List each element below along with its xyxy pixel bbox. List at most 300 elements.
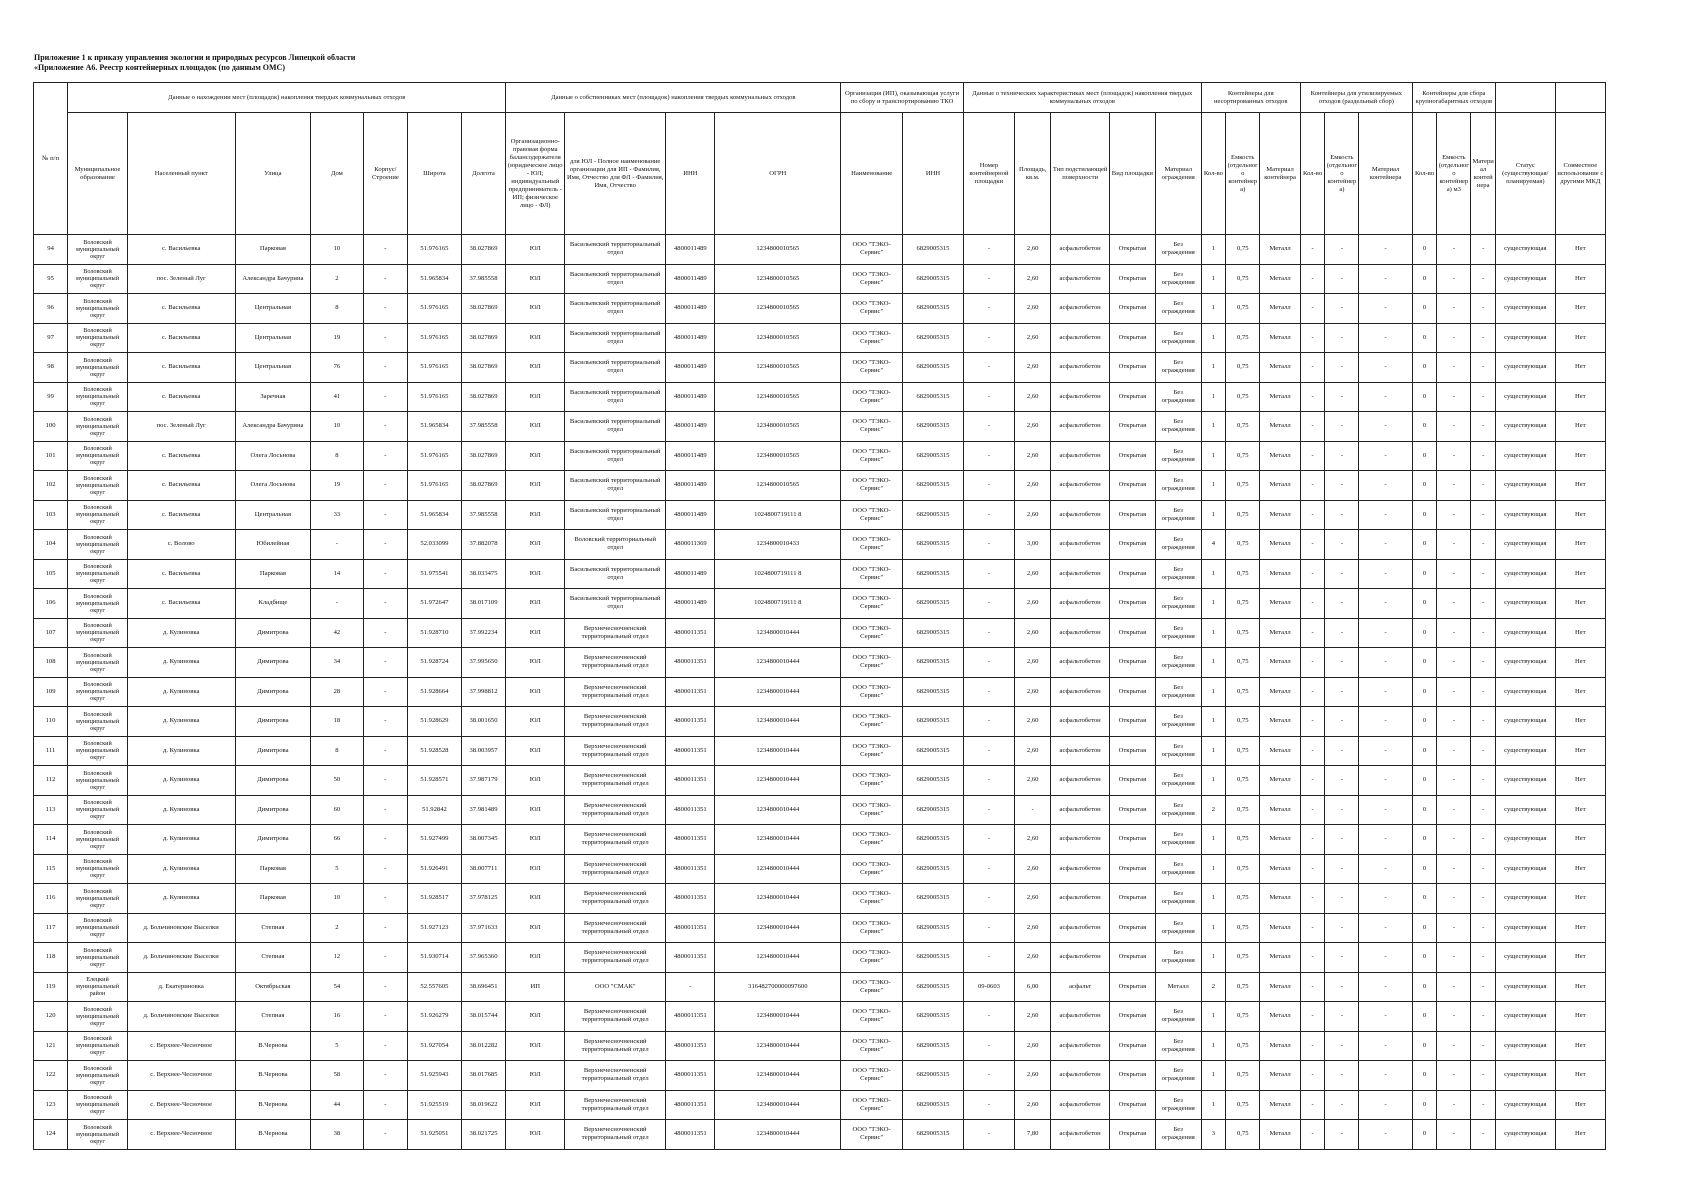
table-cell: 0 [1412, 766, 1437, 796]
table-cell: 0 [1412, 943, 1437, 973]
table-cell: 38.015744 [461, 1002, 506, 1032]
table-cell: 114 [34, 825, 68, 855]
table-cell: Верхнечесночненский территориальный отдел [565, 1002, 666, 1032]
table-cell: 2,60 [1015, 559, 1051, 589]
table-cell: 51.925943 [408, 1061, 461, 1091]
table-cell: - [1325, 677, 1359, 707]
table-cell: 38.027869 [461, 353, 506, 383]
table-cell: асфальтобетон [1051, 1090, 1110, 1120]
table-cell: - [963, 913, 1014, 943]
table-cell: 1234800010444 [715, 766, 841, 796]
table-cell: Нет [1555, 264, 1605, 294]
table-cell: 2 [311, 913, 363, 943]
table-cell: - [1437, 943, 1471, 973]
table-cell: асфальтобетон [1051, 1002, 1110, 1032]
table-cell: - [1325, 235, 1359, 265]
table-cell: 37.992234 [461, 618, 506, 648]
table-cell: 1234800010444 [715, 707, 841, 737]
table-cell: ЮЛ [506, 766, 565, 796]
table-cell: Открытая [1109, 1061, 1155, 1091]
table-cell: 0 [1412, 530, 1437, 560]
table-cell: д. Кулиновка [127, 766, 235, 796]
table-cell: Воловский муниципальный округ [68, 884, 128, 914]
table-cell: - [1359, 412, 1412, 442]
table-cell: ЮЛ [506, 736, 565, 766]
table-cell: - [963, 707, 1014, 737]
table-cell: Воловский муниципальный округ [68, 1120, 128, 1150]
table-cell: 2,60 [1015, 825, 1051, 855]
table-cell: 1024800719111 8 [715, 559, 841, 589]
table-cell: Димитрова [235, 795, 311, 825]
header-group-owner: Данные о собственниках мест (площадок) накопления твердых коммунальных отходов [506, 83, 841, 113]
table-cell: 1234800010444 [715, 618, 841, 648]
header-owner-name: для ЮЛ - Полное наименование организации для ИП - Фамилия, Имя, Отчество для ФЛ - Фамилия, Имя, Отчество [565, 113, 666, 235]
table-cell: Верхнечесночненский территориальный отдел [565, 913, 666, 943]
table-row [34, 766, 1606, 796]
table-cell: Металл [1260, 353, 1301, 383]
table-cell: Нет [1555, 825, 1605, 855]
table-cell: 1 [1201, 707, 1226, 737]
table-cell: ООО "ТЭКО-Сервис" [841, 884, 903, 914]
table-cell: - [963, 854, 1014, 884]
table-cell: - [1437, 913, 1471, 943]
table-cell: - [363, 972, 408, 1002]
table-cell: 2,60 [1015, 1061, 1051, 1091]
table-cell: 52.033099 [408, 530, 461, 560]
table-cell: 0 [1412, 1002, 1437, 1032]
table-cell: с. Верхнее-Чесночное [127, 1120, 235, 1150]
table-cell: 51.928528 [408, 736, 461, 766]
table-cell: - [1300, 766, 1325, 796]
table-cell: - [963, 795, 1014, 825]
table-cell: 4 [1201, 530, 1226, 560]
table-cell: существующая [1495, 1120, 1555, 1150]
table-cell: 4800011489 [666, 235, 715, 265]
table-cell: с. Верхнее-Чесночное [127, 1061, 235, 1091]
table-cell: существующая [1495, 294, 1555, 324]
table-cell: - [363, 707, 408, 737]
table-cell: Металл [1260, 235, 1301, 265]
table-cell: - [1359, 294, 1412, 324]
table-cell: Металл [1260, 382, 1301, 412]
table-cell: - [1300, 1002, 1325, 1032]
table-cell: 1 [1201, 353, 1226, 383]
table-cell: - [363, 323, 408, 353]
table-cell: д. Кулиновка [127, 618, 235, 648]
table-cell: 51.928710 [408, 618, 461, 648]
table-cell: Васильевский территориальный отдел [565, 471, 666, 501]
header-unsorted-volume: Емкость (отдельного контейнера) [1226, 113, 1260, 235]
table-cell: Нет [1555, 382, 1605, 412]
table-cell: Металл [1260, 264, 1301, 294]
table-cell: - [1300, 500, 1325, 530]
table-cell: - [1471, 972, 1496, 1002]
table-cell: 0,75 [1226, 1002, 1260, 1032]
table-cell: 51.926279 [408, 1002, 461, 1032]
table-cell: Открытая [1109, 1120, 1155, 1150]
table-cell: 1234800010444 [715, 854, 841, 884]
table-cell: Воловский муниципальный округ [68, 1002, 128, 1032]
table-cell: - [1359, 707, 1412, 737]
table-cell: 51.926491 [408, 854, 461, 884]
table-cell: существующая [1495, 1090, 1555, 1120]
table-row [34, 559, 1606, 589]
table-cell: 12 [311, 943, 363, 973]
table-row [34, 648, 1606, 678]
table-cell: - [1437, 648, 1471, 678]
table-cell: - [1359, 618, 1412, 648]
table-cell: - [1300, 530, 1325, 560]
table-cell: существующая [1495, 913, 1555, 943]
table-cell: 1234800010444 [715, 1120, 841, 1150]
table-cell: Верхнечесночненский территориальный отдел [565, 943, 666, 973]
table-cell: - [1471, 736, 1496, 766]
table-cell: Нет [1555, 795, 1605, 825]
header-street: Улица [235, 113, 311, 235]
table-cell: асфальтобетон [1051, 648, 1110, 678]
table-cell: Металл [1260, 1031, 1301, 1061]
table-cell: Нет [1555, 1031, 1605, 1061]
table-cell: 18 [311, 707, 363, 737]
table-cell: ЮЛ [506, 825, 565, 855]
table-cell: 6829005315 [903, 707, 964, 737]
table-cell: 2,60 [1015, 1002, 1051, 1032]
table-cell: 3 [1201, 1120, 1226, 1150]
table-cell: Без ограждения [1155, 854, 1201, 884]
table-cell: 116 [34, 884, 68, 914]
table-cell: 2,60 [1015, 618, 1051, 648]
table-cell: - [1325, 589, 1359, 619]
table-cell: 4800011489 [666, 589, 715, 619]
table-cell: Открытая [1109, 1031, 1155, 1061]
table-cell: 38.021725 [461, 1120, 506, 1150]
table-cell: - [1471, 264, 1496, 294]
table-cell: 1 [1201, 382, 1226, 412]
table-cell: существующая [1495, 559, 1555, 589]
table-cell: Металл [1260, 795, 1301, 825]
table-cell: ЮЛ [506, 707, 565, 737]
table-cell: 38.027869 [461, 382, 506, 412]
table-cell: - [363, 1002, 408, 1032]
table-cell: 37.882078 [461, 530, 506, 560]
table-cell: - [963, 530, 1014, 560]
table-cell: В.Чернова [235, 1061, 311, 1091]
table-cell: Заречная [235, 382, 311, 412]
table-cell: д. Кулиновка [127, 648, 235, 678]
table-cell: Без ограждения [1155, 913, 1201, 943]
table-cell: - [1359, 1031, 1412, 1061]
table-cell: - [1471, 235, 1496, 265]
table-cell: - [1359, 1061, 1412, 1091]
table-cell: Открытая [1109, 235, 1155, 265]
table-cell: ООО "ТЭКО-Сервис" [841, 264, 903, 294]
table-cell: 0,75 [1226, 1090, 1260, 1120]
table-cell: 0 [1412, 1061, 1437, 1091]
table-cell: 1234800010565 [715, 323, 841, 353]
table-cell: Открытая [1109, 412, 1155, 442]
table-cell: 1234800010565 [715, 264, 841, 294]
table-cell: - [1300, 382, 1325, 412]
table-cell: - [1359, 264, 1412, 294]
table-cell: Открытая [1109, 707, 1155, 737]
table-cell: 104 [34, 530, 68, 560]
table-cell: 1024800719111 8 [715, 589, 841, 619]
table-cell: - [1437, 382, 1471, 412]
table-cell: 38.027869 [461, 471, 506, 501]
title-line-2: «Приложение А6. Реестр контейнерных площадок (по данным ОМС) [34, 63, 285, 72]
table-cell: 6829005315 [903, 294, 964, 324]
table-cell: Нет [1555, 412, 1605, 442]
table-cell: Нет [1555, 913, 1605, 943]
table-cell: 51.976165 [408, 235, 461, 265]
table-cell: Васильевский территориальный отдел [565, 441, 666, 471]
table-cell: 38 [311, 1120, 363, 1150]
table-cell: 1234800010433 [715, 530, 841, 560]
table-cell: 0,75 [1226, 441, 1260, 471]
table-cell: 38.003957 [461, 736, 506, 766]
table-cell: ООО "ТЭКО-Сервис" [841, 589, 903, 619]
table-cell: - [363, 589, 408, 619]
table-cell: - [1437, 736, 1471, 766]
table-cell: ЮЛ [506, 913, 565, 943]
table-cell: асфальтобетон [1051, 294, 1110, 324]
header-muni: Муниципальное образование [68, 113, 128, 235]
table-cell: 1234800010565 [715, 235, 841, 265]
table-cell: ООО "ТЭКО-Сервис" [841, 618, 903, 648]
table-cell: 6829005315 [903, 1090, 964, 1120]
table-cell: 2 [311, 264, 363, 294]
table-cell: 2,60 [1015, 884, 1051, 914]
table-header [34, 83, 1606, 235]
table-cell: - [1359, 766, 1412, 796]
table-cell: Степная [235, 1002, 311, 1032]
table-cell: асфальтобетон [1051, 1120, 1110, 1150]
table-cell: 4800011489 [666, 412, 715, 442]
table-cell: 37.985558 [461, 264, 506, 294]
table-cell: Без ограждения [1155, 1031, 1201, 1061]
table-cell: - [1325, 530, 1359, 560]
table-cell: - [363, 559, 408, 589]
table-cell: Верхнечесночненский территориальный отдел [565, 854, 666, 884]
table-cell: 0 [1412, 795, 1437, 825]
header-settlement: Населенный пункт [127, 113, 235, 235]
table-cell: 6829005315 [903, 441, 964, 471]
table-cell: Металл [1260, 1090, 1301, 1120]
table-cell: 37.987179 [461, 766, 506, 796]
table-cell: ИП [506, 972, 565, 1002]
table-row [34, 1120, 1606, 1150]
table-cell: 51.965834 [408, 412, 461, 442]
table-cell: 103 [34, 500, 68, 530]
table-cell: 0,75 [1226, 1120, 1260, 1150]
table-cell: ООО "ТЭКО-Сервис" [841, 382, 903, 412]
table-cell: - [363, 1120, 408, 1150]
table-cell: - [363, 766, 408, 796]
table-cell: Открытая [1109, 353, 1155, 383]
table-cell: Без ограждения [1155, 382, 1201, 412]
table-cell: 51.925051 [408, 1120, 461, 1150]
table-cell: Нет [1555, 323, 1605, 353]
table-cell: 14 [311, 559, 363, 589]
table-cell: 1234800010444 [715, 795, 841, 825]
header-surface: Тип подстилающей поверхности [1051, 113, 1110, 235]
table-cell: Открытая [1109, 1002, 1155, 1032]
table-cell: существующая [1495, 618, 1555, 648]
table-cell: - [1359, 235, 1412, 265]
table-cell: 1 [1201, 323, 1226, 353]
table-cell: существующая [1495, 1031, 1555, 1061]
table-cell: 51.928629 [408, 707, 461, 737]
table-cell: - [1325, 1120, 1359, 1150]
table-cell: 2,60 [1015, 913, 1051, 943]
table-row [34, 913, 1606, 943]
table-cell: существующая [1495, 589, 1555, 619]
table-cell: - [1325, 471, 1359, 501]
table-cell: 3,00 [1015, 530, 1051, 560]
table-cell: Открытая [1109, 854, 1155, 884]
table-cell: 6829005315 [903, 500, 964, 530]
table-cell: - [1300, 618, 1325, 648]
table-cell: Верхнечесночненский территориальный отдел [565, 707, 666, 737]
table-cell: Металл [1260, 648, 1301, 678]
table-row [34, 294, 1606, 324]
table-cell: существующая [1495, 854, 1555, 884]
table-cell: Нет [1555, 1002, 1605, 1032]
table-cell: 38.017109 [461, 589, 506, 619]
table-cell: 0 [1412, 323, 1437, 353]
table-cell: 6829005315 [903, 766, 964, 796]
table-cell: 8 [311, 441, 363, 471]
table-cell: 0 [1412, 559, 1437, 589]
table-cell: ООО "ТЭКО-Сервис" [841, 471, 903, 501]
table-cell: - [963, 1031, 1014, 1061]
table-cell: 0 [1412, 825, 1437, 855]
table-cell: Открытая [1109, 264, 1155, 294]
table-cell: существующая [1495, 323, 1555, 353]
table-cell: Парковая [235, 559, 311, 589]
table-cell: Воловский муниципальный округ [68, 500, 128, 530]
table-cell: 0,75 [1226, 707, 1260, 737]
table-cell: Нет [1555, 353, 1605, 383]
table-cell: 4800011351 [666, 1061, 715, 1091]
table-cell: Металл [1260, 736, 1301, 766]
table-cell: 6829005315 [903, 736, 964, 766]
table-cell: Степная [235, 913, 311, 943]
table-cell: - [1471, 412, 1496, 442]
table-cell: - [1325, 618, 1359, 648]
table-cell: - [1359, 500, 1412, 530]
table-cell: - [1359, 382, 1412, 412]
table-cell: - [1325, 559, 1359, 589]
table-cell: Нет [1555, 854, 1605, 884]
table-cell: ООО "СМАК" [565, 972, 666, 1002]
table-cell: 0,75 [1226, 854, 1260, 884]
table-cell: - [666, 972, 715, 1002]
table-row [34, 264, 1606, 294]
table-cell: ООО "ТЭКО-Сервис" [841, 648, 903, 678]
table-cell: 4800011351 [666, 1002, 715, 1032]
table-cell: - [363, 294, 408, 324]
table-cell: 1234800010444 [715, 736, 841, 766]
table-cell: 4800011351 [666, 677, 715, 707]
table-cell: 51.928571 [408, 766, 461, 796]
table-cell: ЮЛ [506, 648, 565, 678]
table-cell: Металл [1260, 854, 1301, 884]
table-cell: Воловский муниципальный округ [68, 913, 128, 943]
table-cell: существующая [1495, 825, 1555, 855]
table-cell: асфальтобетон [1051, 677, 1110, 707]
table-cell: Нет [1555, 677, 1605, 707]
table-cell: Нет [1555, 500, 1605, 530]
table-cell: 6829005315 [903, 323, 964, 353]
table-cell: 1 [1201, 294, 1226, 324]
table-cell: ООО "ТЭКО-Сервис" [841, 500, 903, 530]
table-cell: Парковая [235, 884, 311, 914]
table-cell: Металл [1260, 766, 1301, 796]
table-cell: асфальтобетон [1051, 825, 1110, 855]
table-cell: - [363, 1031, 408, 1061]
table-cell: ЮЛ [506, 441, 565, 471]
table-cell: 6829005315 [903, 677, 964, 707]
table-cell: - [1471, 1120, 1496, 1150]
table-cell: 37.978125 [461, 884, 506, 914]
table-cell: 95 [34, 264, 68, 294]
table-cell: - [1300, 471, 1325, 501]
table-cell: 42 [311, 618, 363, 648]
table-cell: - [1325, 943, 1359, 973]
table-cell: асфальтобетон [1051, 707, 1110, 737]
table-cell: Открытая [1109, 677, 1155, 707]
header-group-unsorted: Контейнеры для несортированных отходов [1201, 83, 1300, 113]
table-cell: - [1300, 441, 1325, 471]
table-cell: - [1325, 1090, 1359, 1120]
header-owner-inn: ИНН [666, 113, 715, 235]
table-cell: 0,75 [1226, 412, 1260, 442]
table-cell: Воловский муниципальный округ [68, 795, 128, 825]
table-cell: - [1325, 1002, 1359, 1032]
table-cell: 38.027869 [461, 323, 506, 353]
table-cell: - [1437, 972, 1471, 1002]
table-cell: с. Васильевка [127, 589, 235, 619]
table-cell: 51.976165 [408, 294, 461, 324]
table-cell: - [1437, 795, 1471, 825]
table-cell: Открытая [1109, 825, 1155, 855]
table-cell: с. Васильевка [127, 353, 235, 383]
table-cell: Открытая [1109, 795, 1155, 825]
table-row [34, 972, 1606, 1002]
table-cell: 4800011489 [666, 441, 715, 471]
table-cell: - [1359, 795, 1412, 825]
table-cell: 10 [311, 884, 363, 914]
table-cell: - [363, 854, 408, 884]
table-cell: 0,75 [1226, 382, 1260, 412]
table-cell: Металл [1260, 618, 1301, 648]
table-cell: - [1471, 500, 1496, 530]
table-cell: 10 [311, 412, 363, 442]
registry-table [33, 82, 1606, 1150]
table-cell: асфальтобетон [1051, 530, 1110, 560]
table-cell: 4800011351 [666, 1090, 715, 1120]
table-cell: 1234800010565 [715, 382, 841, 412]
table-cell: 6829005315 [903, 589, 964, 619]
table-cell: - [963, 589, 1014, 619]
table-cell: 4800011489 [666, 323, 715, 353]
table-cell: 6829005315 [903, 353, 964, 383]
table-cell: - [1471, 1031, 1496, 1061]
table-cell: 1234800010444 [715, 648, 841, 678]
header-group-org: Организация (ИП), оказывающая услуги по сбору и транспортированию ТКО [841, 83, 964, 113]
table-row [34, 441, 1606, 471]
